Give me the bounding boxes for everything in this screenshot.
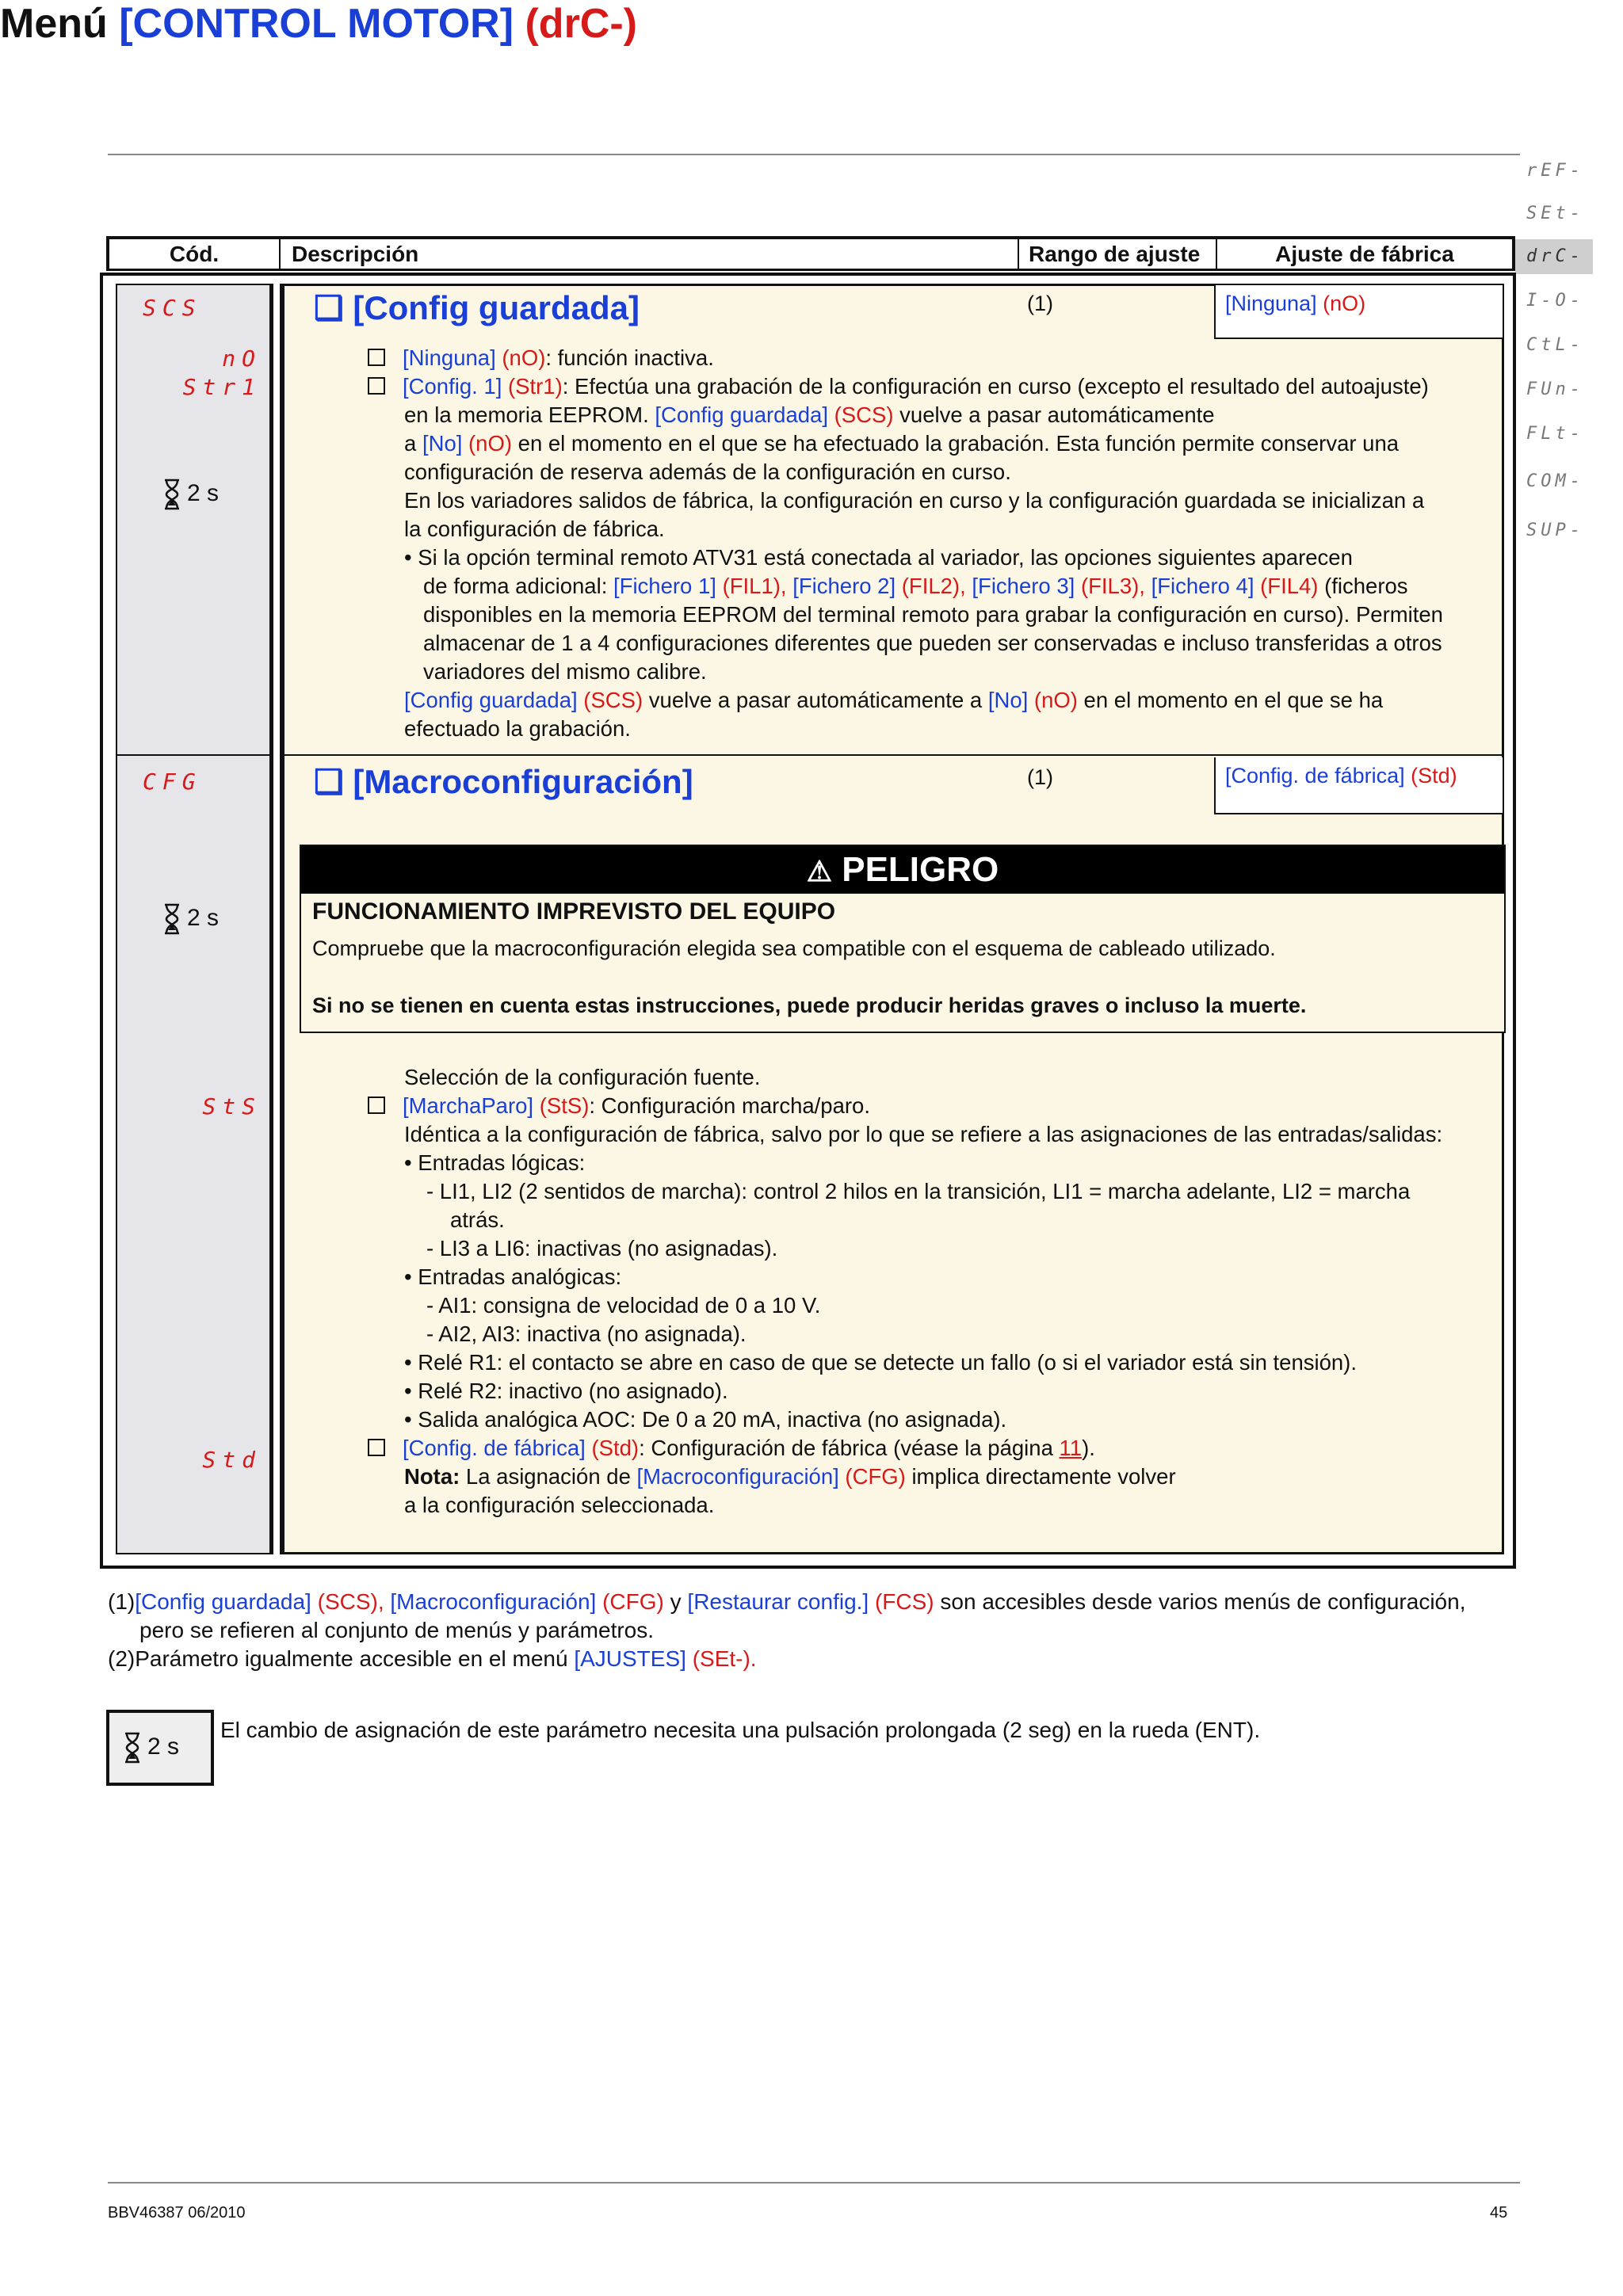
t: : Configuración de fábrica (véase la página bbox=[639, 1436, 1053, 1460]
t: (SEt-). bbox=[692, 1646, 757, 1671]
code-std: Std bbox=[202, 1447, 262, 1473]
t: Parámetro igualmente accesible en el menú bbox=[135, 1646, 568, 1671]
warning-icon: ⚠ bbox=[806, 855, 832, 887]
hold-label: 2 s bbox=[147, 1733, 180, 1760]
nav-drc[interactable]: drC- bbox=[1515, 239, 1593, 274]
factory-cfg-red: (Std) bbox=[1411, 764, 1457, 788]
t: [Config. de fábrica] bbox=[403, 1436, 586, 1460]
section-title-scs: ❑ [Config guardada] bbox=[314, 289, 640, 326]
nav-sup[interactable]: SUP- bbox=[1526, 521, 1584, 540]
scs-title-text: [Config guardada] bbox=[353, 289, 640, 326]
t: (CFG) bbox=[602, 1589, 664, 1614]
hold-indicator-cfg bbox=[163, 903, 219, 935]
opt2-text: : Efectúa una grabación de la configuración en curso (excepto el resultado del autoajuste) bbox=[562, 374, 1429, 399]
opt1-blue: [Ninguna] bbox=[403, 345, 496, 370]
nav-fun[interactable]: FUn- bbox=[1526, 379, 1584, 399]
t: (CFG) bbox=[845, 1464, 906, 1489]
cfg-line: - LI3 a LI6: inactivas (no asignadas). bbox=[426, 1236, 778, 1261]
t: (nO) bbox=[468, 431, 513, 456]
t: son accesibles desde varios menús de configuración, bbox=[940, 1589, 1466, 1614]
t: pero se refieren al conjunto de menús y parámetros. bbox=[139, 1618, 655, 1642]
footnote-1 bbox=[108, 1588, 1518, 1645]
hold-indicator-scs bbox=[163, 479, 219, 510]
scs-line bbox=[368, 572, 1501, 601]
desc-row-divider bbox=[282, 754, 1504, 756]
hold-label: 2 s bbox=[187, 904, 220, 931]
t: (FIL3), bbox=[1080, 574, 1145, 598]
hourglass-icon bbox=[163, 903, 181, 935]
t: en el momento en el que se ha efectuado la grabación. Esta función permite conservar una bbox=[517, 431, 1400, 456]
nav-set[interactable]: SEt- bbox=[1526, 204, 1584, 223]
t: y bbox=[670, 1589, 682, 1614]
scs-line: configuración de reserva además de la configuración en curso. bbox=[404, 460, 1011, 484]
opt1-text: : función inactiva. bbox=[545, 345, 714, 370]
t: [MarchaParo] bbox=[403, 1093, 534, 1118]
code-sts: StS bbox=[202, 1093, 262, 1119]
hold-legend-box bbox=[106, 1710, 214, 1786]
cfg-line: • Salida analógica AOC: De 0 a 20 mA, inactiva (no asignada). bbox=[404, 1407, 1007, 1432]
option-config-fabrica bbox=[368, 1434, 1501, 1463]
title-menu: Menú bbox=[0, 1, 108, 47]
header-desc: Descripción bbox=[281, 239, 1019, 269]
opt2-blue: [Config. 1] bbox=[403, 374, 502, 399]
cfg-line: • Entradas lógicas: bbox=[404, 1150, 586, 1175]
t: [Fichero 3] bbox=[972, 574, 1075, 598]
factory-scs-red: (nO) bbox=[1323, 292, 1366, 315]
page-link[interactable]: 11 bbox=[1059, 1436, 1083, 1460]
footer-page-number: 45 bbox=[1490, 2204, 1508, 2222]
t: a bbox=[404, 431, 417, 456]
option-config1 bbox=[368, 372, 1501, 401]
scs-line bbox=[368, 429, 1501, 458]
cfg-line: • Relé R2: inactivo (no asignado). bbox=[404, 1379, 728, 1403]
danger-warning: Si no se tienen en cuenta estas instrucciones, puede producir heridas graves o incluso la muerte. bbox=[312, 994, 1307, 1017]
t: (nO) bbox=[1033, 688, 1078, 712]
t: en el momento en el que se ha bbox=[1083, 688, 1384, 712]
scs-line bbox=[368, 686, 1501, 715]
t: (1) bbox=[108, 1589, 136, 1614]
t: vuelve a pasar automáticamente bbox=[899, 402, 1215, 427]
scs-line: En los variadores salidos de fábrica, la configuración en curso y la configuración guardada se inicializan a bbox=[404, 488, 1425, 513]
factory-scs bbox=[1214, 285, 1503, 339]
section-title-cfg: ❑ [Macroconfiguración] bbox=[314, 763, 693, 800]
t: de forma adicional: bbox=[423, 574, 608, 598]
footnote-2 bbox=[108, 1645, 757, 1673]
header-cod: Cód. bbox=[109, 239, 281, 269]
title-bracket: [CONTROL MOTOR] bbox=[119, 1, 514, 47]
header-range: Rango de ajuste bbox=[1019, 239, 1217, 269]
t: (SCS) bbox=[834, 402, 894, 427]
cfg-line bbox=[368, 1463, 1501, 1491]
scs-line: disponibles en la memoria EEPROM del terminal remoto para grabar la configuración en curso). Permiten bbox=[423, 602, 1443, 627]
checkbox-icon bbox=[368, 349, 385, 366]
factory-scs-blue: [Ninguna] bbox=[1225, 292, 1317, 315]
nav-io[interactable]: I-O- bbox=[1526, 291, 1584, 311]
checkbox-icon bbox=[368, 1097, 385, 1114]
code-no: nO bbox=[222, 345, 262, 372]
scs-line: almacenar de 1 a 4 configuraciones diferentes que pueden ser conservadas e incluso transferidas a otros bbox=[423, 631, 1442, 655]
hold-label: 2 s bbox=[187, 479, 220, 506]
t: implica directamente volver bbox=[911, 1464, 1176, 1489]
t: (FCS) bbox=[874, 1589, 934, 1614]
t: [Fichero 1] bbox=[613, 574, 716, 598]
t: [Config guardada] bbox=[655, 402, 828, 427]
code-cfg: CFG bbox=[143, 769, 202, 795]
column-separator bbox=[271, 284, 282, 1554]
hourglass-icon bbox=[124, 1732, 141, 1764]
t: (FIL2), bbox=[901, 574, 966, 598]
opt2-red: (Str1) bbox=[508, 374, 563, 399]
scs-line: efectuado la grabación. bbox=[404, 716, 631, 741]
table-header bbox=[106, 236, 1515, 271]
t: : Configuración marcha/paro. bbox=[589, 1093, 870, 1118]
t: vuelve a pasar automáticamente a bbox=[648, 688, 983, 712]
header-factory: Ajuste de fábrica bbox=[1275, 242, 1454, 266]
t: (2) bbox=[108, 1646, 136, 1671]
nav-flt[interactable]: FLt- bbox=[1526, 424, 1584, 444]
t: ). bbox=[1082, 1436, 1095, 1460]
factory-cfg-blue: [Config. de fábrica] bbox=[1225, 764, 1405, 788]
t: [No] bbox=[987, 688, 1029, 712]
nav-ref[interactable]: rEF- bbox=[1526, 161, 1584, 181]
option-marchaparo bbox=[368, 1092, 1501, 1120]
opt1-red: (nO) bbox=[502, 345, 546, 370]
checkbox-icon bbox=[368, 1439, 385, 1456]
cfg-description bbox=[368, 1063, 1501, 1520]
t: [Fichero 2] bbox=[792, 574, 896, 598]
page-title bbox=[0, 0, 1623, 48]
t: [Config guardada] bbox=[404, 688, 578, 712]
t: La asignación de bbox=[465, 1464, 631, 1489]
t: [Config guardada] bbox=[135, 1589, 311, 1614]
t: [Macroconfiguración] bbox=[636, 1464, 839, 1489]
option-ninguna bbox=[368, 344, 1501, 372]
t: (FIL4) bbox=[1260, 574, 1319, 598]
nav-com[interactable]: COM- bbox=[1526, 471, 1584, 491]
danger-bar bbox=[301, 846, 1504, 894]
t: [Macroconfiguración] bbox=[390, 1589, 597, 1614]
scs-line: variadores del mismo calibre. bbox=[423, 659, 707, 684]
cfg-line: Idéntica a la configuración de fábrica, salvo por lo que se refiere a las asignaciones de las entradas/salidas: bbox=[404, 1122, 1443, 1146]
hold-indicator-legend bbox=[124, 1732, 179, 1764]
code-scs: SCS bbox=[143, 295, 202, 321]
t: Nota: bbox=[404, 1464, 460, 1489]
danger-text: Compruebe que la macroconfiguración elegida sea compatible con el esquema de cableado utilizado. bbox=[312, 936, 1276, 960]
cfg-line: - LI1, LI2 (2 sentidos de marcha): control 2 hilos en la transición, LI1 = marcha adelante, LI2 = marcha bbox=[426, 1179, 1411, 1203]
t: (Std) bbox=[591, 1436, 640, 1460]
hold-legend-text: El cambio de asignación de este parámetro necesita una pulsación prolongada (2 seg) en la rueda (ENT). bbox=[220, 1718, 1261, 1742]
t: (SCS) bbox=[583, 688, 643, 712]
t: [AJUSTES] bbox=[574, 1646, 686, 1671]
footer-doc-id: BBV46387 06/2010 bbox=[108, 2204, 246, 2222]
danger-box bbox=[300, 845, 1506, 1033]
nav-ctl[interactable]: CtL- bbox=[1526, 335, 1584, 355]
range-cfg: (1) bbox=[1027, 765, 1053, 789]
cfg-line: atrás. bbox=[450, 1207, 505, 1232]
scs-description bbox=[368, 344, 1501, 743]
scs-line: • Si la opción terminal remoto ATV31 está conectada al variador, las opciones siguientes aparecen bbox=[404, 545, 1353, 570]
t: (SCS), bbox=[317, 1589, 384, 1614]
code-str1: Str1 bbox=[182, 374, 262, 400]
cfg-line: a la configuración seleccionada. bbox=[404, 1493, 715, 1517]
cfg-line: • Entradas analógicas: bbox=[404, 1264, 622, 1289]
checkbox-icon bbox=[368, 377, 385, 395]
danger-heading: FUNCIONAMIENTO IMPREVISTO DEL EQUIPO bbox=[312, 898, 836, 925]
danger-title: PELIGRO bbox=[842, 850, 999, 889]
cfg-line: • Relé R1: el contacto se abre en caso de que se detecte un fallo (o si el variador está sin tensión). bbox=[404, 1350, 1357, 1375]
t: [No] bbox=[422, 431, 463, 456]
cfg-line: - AI2, AI3: inactiva (no asignada). bbox=[426, 1322, 747, 1346]
t: [Fichero 4] bbox=[1151, 574, 1254, 598]
t: (StS) bbox=[539, 1093, 590, 1118]
cfg-line: Selección de la configuración fuente. bbox=[404, 1065, 761, 1089]
title-code: (drC-) bbox=[525, 1, 637, 47]
scs-line bbox=[368, 401, 1501, 429]
scs-line: la configuración de fábrica. bbox=[404, 517, 665, 541]
t: en la memoria EEPROM. bbox=[404, 402, 649, 427]
cfg-title-text: [Macroconfiguración] bbox=[353, 763, 693, 800]
cfg-line: - AI1: consigna de velocidad de 0 a 10 V. bbox=[426, 1293, 821, 1318]
range-scs: (1) bbox=[1027, 292, 1053, 315]
title-rule bbox=[108, 154, 1520, 155]
t: (ficheros bbox=[1324, 574, 1408, 598]
code-row-divider bbox=[116, 754, 271, 756]
t: (FIL1), bbox=[722, 574, 787, 598]
hourglass-icon bbox=[163, 479, 181, 510]
factory-cfg bbox=[1214, 757, 1503, 814]
t: [Restaurar config.] bbox=[687, 1589, 869, 1614]
footer-rule bbox=[108, 2182, 1520, 2183]
